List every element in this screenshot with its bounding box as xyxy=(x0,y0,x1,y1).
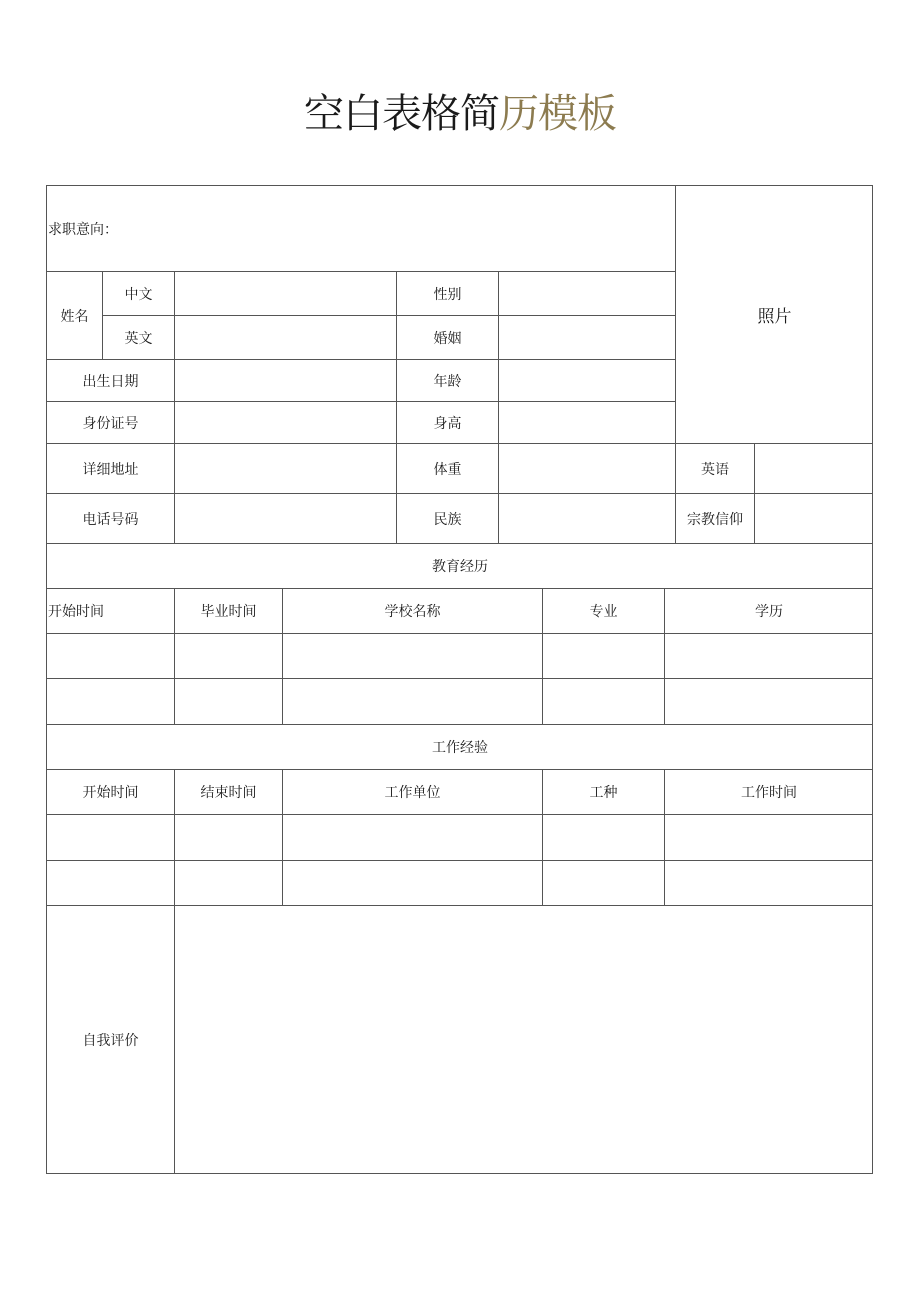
age-label: 年龄 xyxy=(397,360,499,402)
edu-col-start: 开始时间 xyxy=(47,589,175,634)
work-cell[interactable] xyxy=(175,815,283,861)
edu-cell[interactable] xyxy=(665,634,873,679)
work-cell[interactable] xyxy=(47,861,175,906)
id-input[interactable] xyxy=(175,402,397,444)
address-label: 详细地址 xyxy=(47,444,175,494)
edu-col-degree: 学历 xyxy=(665,589,873,634)
work-col-start: 开始时间 xyxy=(47,770,175,815)
birth-input[interactable] xyxy=(175,360,397,402)
job-intent-field[interactable]: 求职意向： xyxy=(47,186,676,272)
edu-cell[interactable] xyxy=(543,634,665,679)
name-label: 姓名 xyxy=(47,272,103,360)
marriage-input[interactable] xyxy=(499,316,676,360)
work-cell[interactable] xyxy=(665,815,873,861)
education-header: 教育经历 xyxy=(47,544,873,589)
edu-cell[interactable] xyxy=(47,634,175,679)
phone-label: 电话号码 xyxy=(47,494,175,544)
name-cn-label: 中文 xyxy=(103,272,175,316)
self-eval-input[interactable] xyxy=(175,906,873,1174)
name-cn-input[interactable] xyxy=(175,272,397,316)
title-part-accent: 历模板 xyxy=(499,91,616,137)
work-col-type: 工种 xyxy=(543,770,665,815)
phone-input[interactable] xyxy=(175,494,397,544)
resume-table xyxy=(46,185,873,1174)
work-cell[interactable] xyxy=(665,861,873,906)
address-input[interactable] xyxy=(175,444,397,494)
edu-cell[interactable] xyxy=(543,679,665,725)
gender-input[interactable] xyxy=(499,272,676,316)
work-col-employer: 工作单位 xyxy=(283,770,543,815)
english-label: 英语 xyxy=(676,444,755,494)
page-title xyxy=(0,86,920,142)
work-cell[interactable] xyxy=(283,815,543,861)
weight-input[interactable] xyxy=(499,444,676,494)
edu-col-school: 学校名称 xyxy=(283,589,543,634)
photo-box[interactable]: 照片 xyxy=(676,186,873,444)
gender-label: 性别 xyxy=(397,272,499,316)
edu-cell[interactable] xyxy=(665,679,873,725)
edu-cell[interactable] xyxy=(283,679,543,725)
edu-cell[interactable] xyxy=(175,634,283,679)
id-label: 身份证号 xyxy=(47,402,175,444)
ethnicity-input[interactable] xyxy=(499,494,676,544)
religion-label: 宗教信仰 xyxy=(676,494,755,544)
edu-cell[interactable] xyxy=(175,679,283,725)
birth-label: 出生日期 xyxy=(47,360,175,402)
edu-cell[interactable] xyxy=(47,679,175,725)
height-input[interactable] xyxy=(499,402,676,444)
english-input[interactable] xyxy=(755,444,873,494)
weight-label: 体重 xyxy=(397,444,499,494)
edu-cell[interactable] xyxy=(283,634,543,679)
religion-input[interactable] xyxy=(755,494,873,544)
edu-col-graduate: 毕业时间 xyxy=(175,589,283,634)
title-part-dark: 空白表格简 xyxy=(304,91,499,137)
work-header: 工作经验 xyxy=(47,725,873,770)
work-cell[interactable] xyxy=(543,815,665,861)
edu-col-major: 专业 xyxy=(543,589,665,634)
work-cell[interactable] xyxy=(543,861,665,906)
marriage-label: 婚姻 xyxy=(397,316,499,360)
age-input[interactable] xyxy=(499,360,676,402)
work-col-duration: 工作时间 xyxy=(665,770,873,815)
name-en-label: 英文 xyxy=(103,316,175,360)
name-en-input[interactable] xyxy=(175,316,397,360)
self-eval-label: 自我评价 xyxy=(47,906,175,1174)
ethnicity-label: 民族 xyxy=(397,494,499,544)
height-label: 身高 xyxy=(397,402,499,444)
work-cell[interactable] xyxy=(283,861,543,906)
work-col-end: 结束时间 xyxy=(175,770,283,815)
work-cell[interactable] xyxy=(175,861,283,906)
work-cell[interactable] xyxy=(47,815,175,861)
